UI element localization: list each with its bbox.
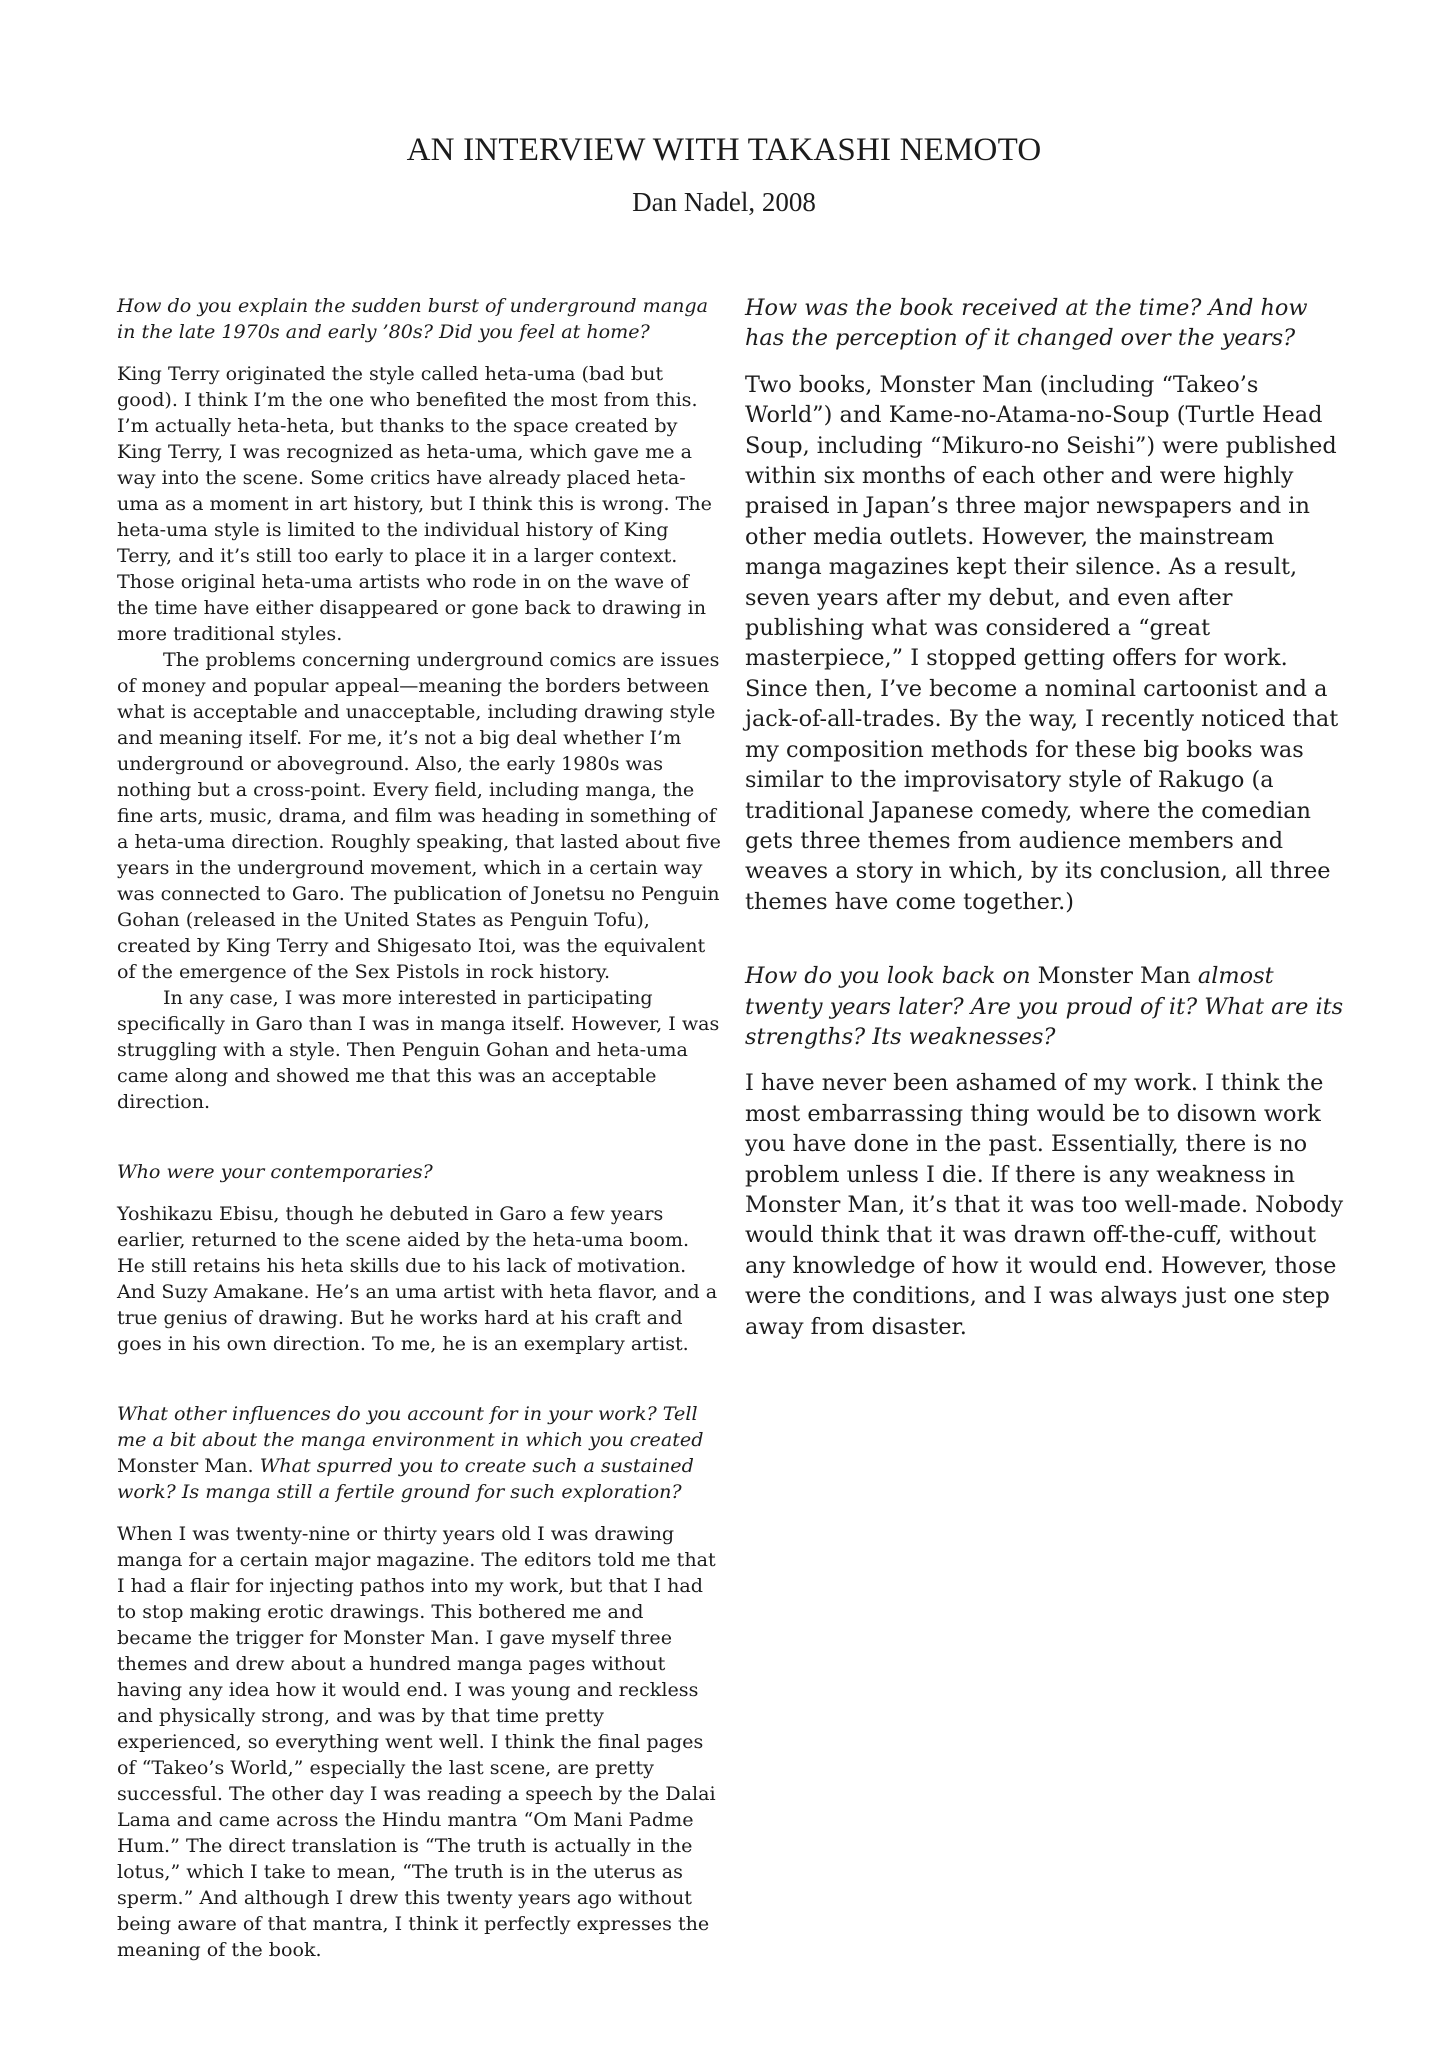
answer-1-paragraph-1: King Terry originated the style called heta-uma (bad but good). I think I’m the one who benefited the most from this. I’m actually heta-heta, but thanks to the space created by King Terry, I was recognized as heta-uma, which gave me a way into the scene. Some critics have already placed heta-uma as a moment in art history, but I think this is wrong. The heta-uma style is limited to the individual history of King Terry, and it’s still too early to place it in a larger context. Those original heta-uma artists who rode in on the wave of the time have either disappeared or gone back to drawing in more traditional styles. <box>117 362 712 645</box>
article-byline: Dan Nadel, 2008 <box>632 187 816 217</box>
question-5-part-1: How do you look back on <box>745 963 1031 990</box>
answer-2-paragraph: Yoshikazu Ebisu, though he debuted in Garo a few years earlier, returned to the scene aided by the heta-uma boom. He still retains his heta skills due to his lack of motivation. And Suzy Amakane. He’s an uma artist with heta flavor, and a true genius of drawing. But he works hard at his craft and goes in his own direction. To me, he is an exemplary artist. <box>117 1202 718 1355</box>
article-header <box>0 128 1448 220</box>
right-column <box>745 293 1350 1386</box>
answer-1-paragraph-3: In any case, I was more interested in participating specifically in Garo than I was in manga itself. However, I was struggling with a style. Then Penguin Gohan and heta-uma came along and showed me that this was an acceptable direction. <box>117 986 720 1113</box>
answer-2 <box>117 1201 722 1357</box>
answer-1 <box>117 361 722 1115</box>
article-title: AN INTERVIEW WITH TAKASHI NEMOTO <box>406 132 1042 168</box>
question-5-part-2: almost twenty years later? Are you proud of it? What are its strengths? Its weaknesses? <box>745 963 1344 1050</box>
answer-3 <box>117 1521 722 1963</box>
answer-4-paragraph: Two books, Monster Man (including “Takeo’s World”) and Kame-no-Atama-no-Soup (Turtle Head Soup, including “Mikuro-no Seishi”) were published within six months of each other and were highly praised in Japan’s three major newspapers and in other media outlets. However, the mainstream manga magazines kept their silence. As a result, seven years after my debut, and even after publishing what was considered a “great masterpiece,” I stopped getting offers for work. Since then, I’ve become a nominal cartoonist and a jack-of-all-trades. By the way, I recently noticed that my composition methods for these big books was similar to the improvisatory style of Rakugo (a traditional Japanese comedy, where the comedian gets three themes from audience members and weaves a story in which, by its conclusion, all three themes have come together.) <box>745 371 1339 915</box>
question-4: How was the book received at the time? And how has the perception of it changed over the years? <box>745 295 1308 352</box>
question-5 <box>745 961 1350 1052</box>
answer-1-paragraph-2: The problems concerning underground comics are issues of money and popular appeal—meaning the borders between what is acceptable and unacceptable, including drawing style and meaning itself. For me, it’s not a big deal whether I’m underground or aboveground. Also, the early 1980s was nothing but a cross-point. Every field, including manga, the fine arts, music, drama, and film was heading in something of a heta-uma direction. Roughly speaking, that lasted about five years in the underground movement, which in a certain way was connected to Garo. The publication of Jonetsu no Penguin Gohan (released in the United States as Penguin Tofu), created by King Terry and Shigesato Itoi, was the equivalent of the emergence of the Sex Pistols in rock history. <box>117 648 721 983</box>
answer-3-paragraph: When I was twenty-nine or thirty years old I was drawing manga for a certain major magazine. The editors told me that I had a flair for injecting pathos into my work, but that I had to stop making erotic drawings. This bothered me and became the trigger for Monster Man. I gave myself three themes and drew about a hundred manga pages without having any idea how it would end. I was young and reckless and physically strong, and was by that time pretty experienced, so everything went well. I think the final pages of “Takeo’s World,” especially the last scene, are pretty successful. The other day I was reading a speech by the Dalai Lama and came across the Hindu mantra “Om Mani Padme Hum.” The direct translation is “The truth is actually in the lotus,” which I take to mean, “The truth is in the uterus as sperm.” And although I drew this twenty years ago without being aware of that mantra, I think it perfectly expresses the meaning of the book. <box>117 1522 716 1961</box>
answer-5 <box>745 1068 1350 1342</box>
question-3 <box>117 1401 722 1505</box>
question-3-part-1: What other influences do you account for in your work? Tell me a bit about the manga environment in which you created <box>117 1402 704 1451</box>
question-3-book-title: Monster Man. <box>117 1454 254 1477</box>
left-column <box>117 293 722 1963</box>
answer-5-paragraph: I have never been ashamed of my work. I think the most embarrassing thing would be to disown work you have done in the past. Essentially, there is no problem unless I die. If there is any weakness in Monster Man, it’s that it was too well-made. Nobody would think that it was drawn off-the-cuff, without any knowledge of how it would end. However, those were the conditions, and I was always just one step away from disaster. <box>745 1070 1344 1340</box>
question-2: Who were your contemporaries? <box>117 1160 433 1183</box>
answer-4 <box>745 370 1350 917</box>
question-3-part-2: What spurred you to create such a sustained work? Is manga still a fertile ground for such exploration? <box>117 1454 694 1503</box>
question-5-book-title: Monster Man <box>1037 963 1191 990</box>
question-1: How do you explain the sudden burst of underground manga in the late 1970s and early ’80s? Did you feel at home? <box>117 294 708 343</box>
